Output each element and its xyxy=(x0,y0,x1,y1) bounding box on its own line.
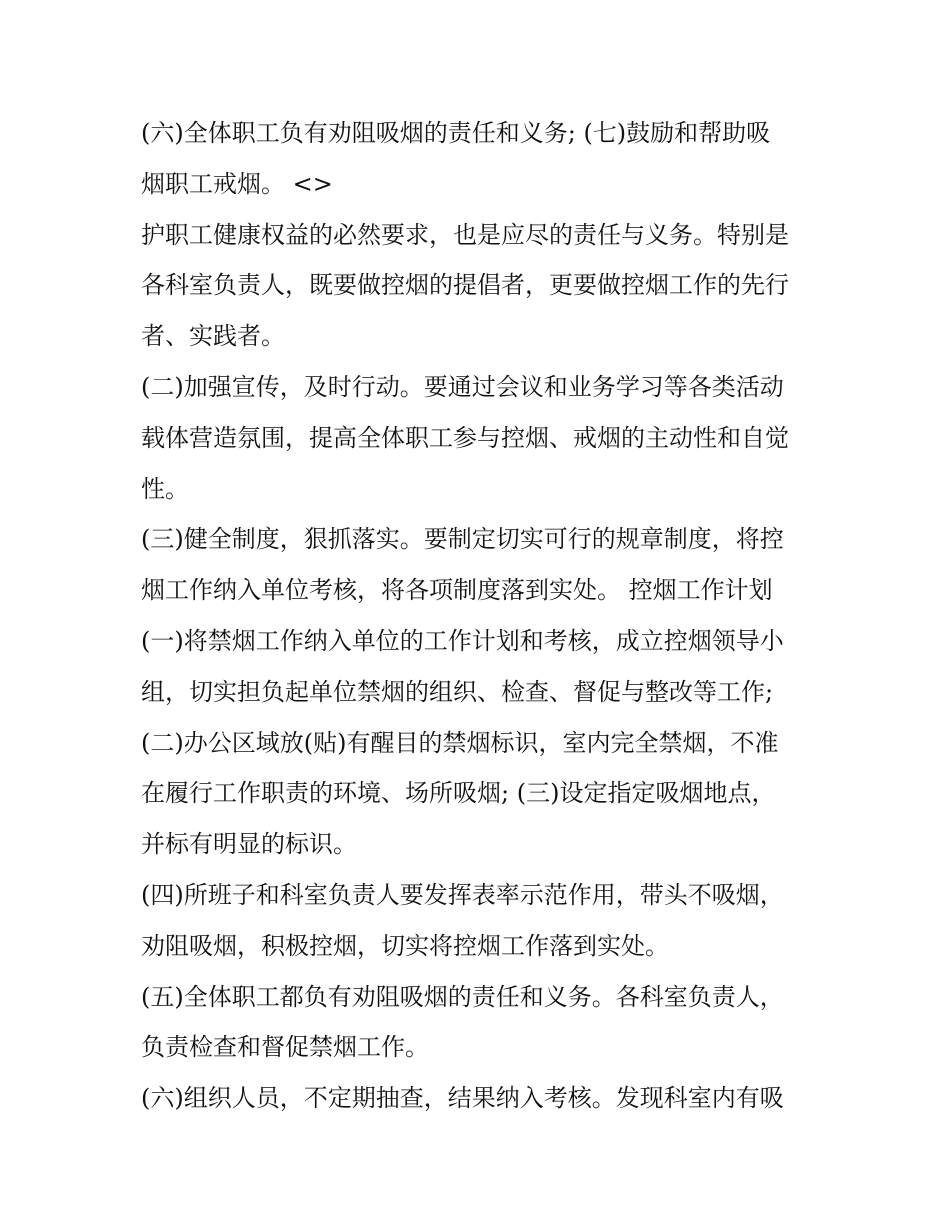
text-line: 负责检查和督促禁烟工作。 xyxy=(141,1033,429,1062)
text-line: (三)健全制度，狠抓落实。要制定切实可行的规章制度，将控 xyxy=(141,525,784,554)
text-line: (二)办公区域放(贴)有醒目的禁烟标识，室内完全禁烟，不准 xyxy=(141,728,779,757)
text-line: (六)全体职工负有劝阻吸烟的责任和义务; (七)鼓励和帮助吸 xyxy=(141,119,771,147)
text-line: (六)组织人员，不定期抽查，结果纳入考核。发现科室内有吸 xyxy=(141,1084,784,1113)
text-line: 性。 xyxy=(141,474,189,503)
text-line: 并标有明显的标识。 xyxy=(141,830,357,859)
text-line: 烟工作纳入单位考核，将各项制度落到实处。 控烟工作计划 xyxy=(141,576,773,605)
text-line: 在履行工作职责的环境、场所吸烟; (三)设定指定吸烟地点， xyxy=(141,779,776,808)
text-line: 烟职工戒烟。 <> xyxy=(141,169,333,198)
text-line: 组，切实担负起单位禁烟的组织、检查、督促与整改等工作; xyxy=(141,677,774,706)
text-line: 者、实践者。 xyxy=(141,322,285,351)
text-line: (一)将禁烟工作纳入单位的工作计划和考核，成立控烟领导小 xyxy=(141,626,784,655)
text-line: 各科室负责人，既要做控烟的提倡者，更要做控烟工作的先行 xyxy=(141,271,789,300)
text-line: 劝阻吸烟，积极控烟，切实将控烟工作落到实处。 xyxy=(141,931,669,960)
text-line: (四)所班子和科室负责人要发挥表率示范作用，带头不吸烟， xyxy=(141,880,784,909)
document-body xyxy=(141,108,831,1124)
text-line: 载体营造氛围，提高全体职工参与控烟、戒烟的主动性和自觉 xyxy=(141,423,789,452)
text-line: 护职工健康权益的必然要求，也是应尽的责任与义务。特别是 xyxy=(141,220,789,249)
text-line: (五)全体职工都负有劝阻吸烟的责任和义务。各科室负责人， xyxy=(141,982,784,1011)
text-line: (二)加强宣传，及时行动。要通过会议和业务学习等各类活动 xyxy=(141,372,784,401)
